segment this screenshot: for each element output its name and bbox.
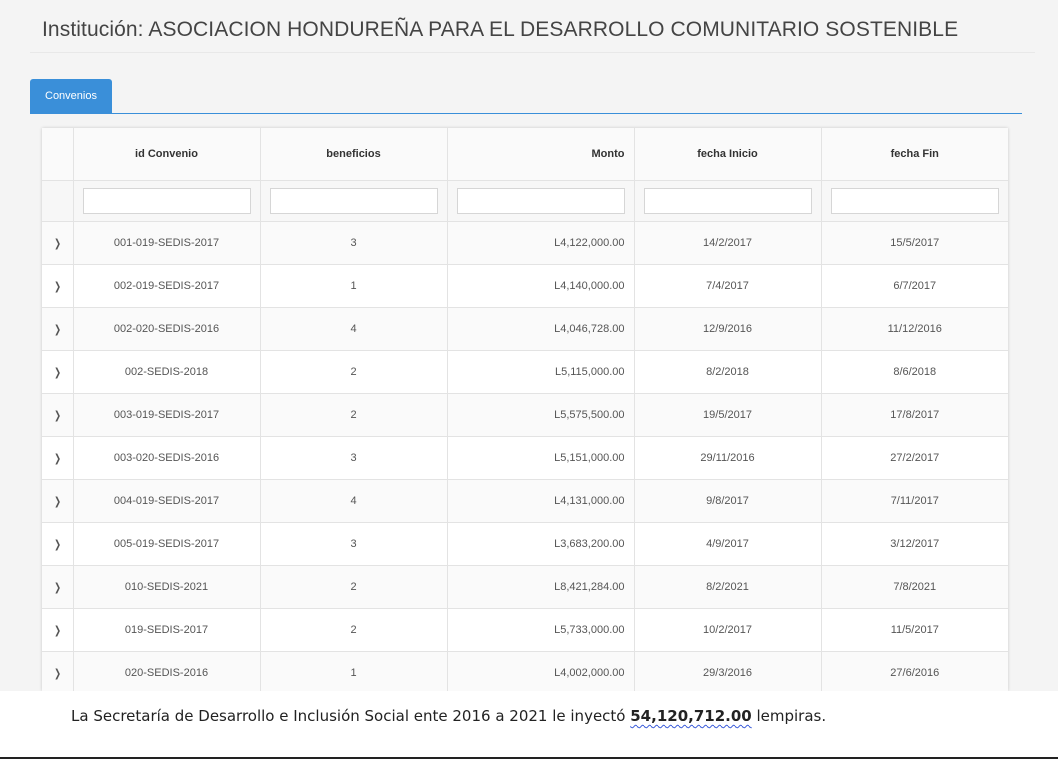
cell-id-convenio: 003-019-SEDIS-2017 [73,394,260,437]
cell-id-convenio: 010-SEDIS-2021 [73,566,260,609]
cell-fecha-fin: 27/6/2016 [821,652,1008,692]
table-row[interactable] [42,437,1008,480]
cell-fecha-fin: 11/12/2016 [821,308,1008,351]
cell-id-convenio: 001-019-SEDIS-2017 [73,222,260,265]
table-row[interactable] [42,480,1008,523]
filter-input-monto[interactable] [457,188,625,214]
cell-monto: L5,115,000.00 [447,351,634,394]
table-body [42,222,1008,692]
cell-beneficios: 2 [260,566,447,609]
cell-beneficios: 2 [260,609,447,652]
cell-monto: L4,122,000.00 [447,222,634,265]
cell-fecha-inicio: 29/3/2016 [634,652,821,692]
cell-fecha-fin: 7/8/2021 [821,566,1008,609]
cell-beneficios: 4 [260,308,447,351]
summary-amount: 54,120,712.00 [630,707,752,725]
cell-fecha-fin: 6/7/2017 [821,265,1008,308]
cell-fecha-inicio: 8/2/2021 [634,566,821,609]
filter-input-fecha-fin[interactable] [831,188,1000,214]
cell-fecha-inicio: 29/11/2016 [634,437,821,480]
summary-text-before: La Secretaría de Desarrollo e Inclusión Social ente 2016 a 2021 le inyectó [71,707,631,725]
cell-monto: L4,046,728.00 [447,308,634,351]
table-row[interactable] [42,652,1008,692]
cell-fecha-fin: 11/5/2017 [821,609,1008,652]
header-row [42,128,1008,181]
cell-monto: L4,131,000.00 [447,480,634,523]
expand-column-header [42,128,73,181]
summary-text-after: lempiras. [751,707,827,725]
cell-fecha-inicio: 9/8/2017 [634,480,821,523]
expand-row-button[interactable] [42,222,73,265]
title-divider [30,52,1035,53]
cell-id-convenio: 004-019-SEDIS-2017 [73,480,260,523]
cell-id-convenio: 019-SEDIS-2017 [73,609,260,652]
cell-monto: L8,421,284.00 [447,566,634,609]
cell-beneficios: 3 [260,437,447,480]
table-row[interactable] [42,394,1008,437]
cell-beneficios: 3 [260,523,447,566]
expand-row-button[interactable] [42,437,73,480]
cell-fecha-inicio: 10/2/2017 [634,609,821,652]
chevron-right-icon: ❯ [53,494,61,508]
expand-row-button[interactable] [42,652,73,692]
cell-fecha-inicio: 7/4/2017 [634,265,821,308]
cell-monto: L4,140,000.00 [447,265,634,308]
summary-band [0,691,1058,757]
chevron-right-icon: ❯ [53,580,61,594]
expand-row-button[interactable] [42,265,73,308]
filter-row [42,181,1008,222]
tab-bar-divider [30,113,1022,114]
table-row[interactable] [42,351,1008,394]
expand-row-button[interactable] [42,609,73,652]
table-row[interactable] [42,265,1008,308]
cell-fecha-inicio: 19/5/2017 [634,394,821,437]
column-header-beneficios[interactable]: beneficios [260,128,447,181]
cell-fecha-fin: 7/11/2017 [821,480,1008,523]
chevron-right-icon: ❯ [53,666,61,680]
cell-fecha-inicio: 12/9/2016 [634,308,821,351]
table-row[interactable] [42,222,1008,265]
cell-monto: L5,575,500.00 [447,394,634,437]
cell-beneficios: 3 [260,222,447,265]
filter-spacer [42,181,73,222]
table-row[interactable] [42,523,1008,566]
cell-fecha-inicio: 4/9/2017 [634,523,821,566]
expand-row-button[interactable] [42,566,73,609]
convenios-table [42,128,1008,691]
cell-id-convenio: 002-019-SEDIS-2017 [73,265,260,308]
cell-id-convenio: 002-SEDIS-2018 [73,351,260,394]
chevron-right-icon: ❯ [53,365,61,379]
summary-text [71,705,931,728]
cell-fecha-fin: 8/6/2018 [821,351,1008,394]
chevron-right-icon: ❯ [53,322,61,336]
chevron-right-icon: ❯ [53,623,61,637]
cell-fecha-fin: 27/2/2017 [821,437,1008,480]
expand-row-button[interactable] [42,523,73,566]
chevron-right-icon: ❯ [53,236,61,250]
expand-row-button[interactable] [42,480,73,523]
cell-fecha-fin: 15/5/2017 [821,222,1008,265]
cell-monto: L3,683,200.00 [447,523,634,566]
cell-beneficios: 2 [260,394,447,437]
cell-monto: L4,002,000.00 [447,652,634,692]
cell-fecha-inicio: 14/2/2017 [634,222,821,265]
cell-beneficios: 1 [260,265,447,308]
filter-input-id-convenio[interactable] [83,188,251,214]
chevron-right-icon: ❯ [53,537,61,551]
expand-row-button[interactable] [42,394,73,437]
table-row[interactable] [42,566,1008,609]
filter-input-beneficios[interactable] [270,188,438,214]
column-header-fecha-fin[interactable]: fecha Fin [821,128,1008,181]
filter-input-fecha-inicio[interactable] [644,188,812,214]
column-header-monto[interactable]: Monto [447,128,634,181]
cell-id-convenio: 005-019-SEDIS-2017 [73,523,260,566]
convenios-grid [42,128,1008,691]
chevron-right-icon: ❯ [53,408,61,422]
page-title: Institución: ASOCIACION HONDUREÑA PARA EL DESARROLLO COMUNITARIO SOSTENIBLE [42,18,959,41]
cell-beneficios: 1 [260,652,447,692]
cell-monto: L5,151,000.00 [447,437,634,480]
table-row[interactable] [42,308,1008,351]
cell-fecha-fin: 3/12/2017 [821,523,1008,566]
cell-id-convenio: 020-SEDIS-2016 [73,652,260,692]
column-header-id-convenio[interactable]: id Convenio [73,128,260,181]
column-header-fecha-inicio[interactable]: fecha Inicio [634,128,821,181]
chevron-right-icon: ❯ [53,279,61,293]
cell-id-convenio: 003-020-SEDIS-2016 [73,437,260,480]
cell-fecha-fin: 17/8/2017 [821,394,1008,437]
table-row[interactable] [42,609,1008,652]
cell-beneficios: 2 [260,351,447,394]
cell-id-convenio: 002-020-SEDIS-2016 [73,308,260,351]
cell-monto: L5,733,000.00 [447,609,634,652]
expand-row-button[interactable] [42,308,73,351]
tab-convenios[interactable]: Convenios [30,79,112,113]
expand-row-button[interactable] [42,351,73,394]
cell-beneficios: 4 [260,480,447,523]
cell-fecha-inicio: 8/2/2018 [634,351,821,394]
chevron-right-icon: ❯ [53,451,61,465]
